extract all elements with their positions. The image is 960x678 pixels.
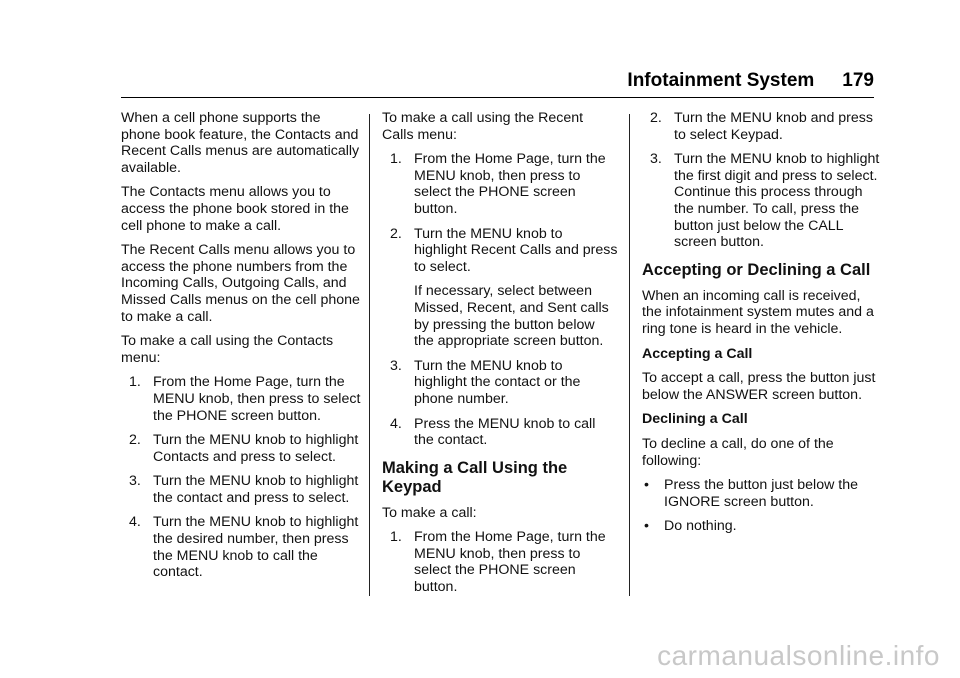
recent-calls-steps-list-cont [382,358,618,449]
list-item [642,477,882,510]
subheading: Accepting a Call [642,345,753,362]
paragraph: When a cell phone supports the phone book feature, the Contacts and Recent Calls menus are automatically available. [121,110,360,176]
bullet-mark: • [644,477,649,494]
list-item [382,416,618,449]
step-text: Turn the MENU knob and press to select Keypad. [674,110,873,143]
bullet-text: Press the button just below the IGNORE screen button. [664,477,859,510]
list-item [382,151,618,217]
step-text: Turn the MENU knob to highlight Contacts and press to select. [153,432,359,465]
header-rule [121,97,874,98]
column-3 [642,110,882,543]
list-item [382,358,618,408]
step-text: From the Home Page, turn the MENU knob, then press to select the PHONE screen button. [153,374,361,424]
recent-calls-steps-list [382,151,618,275]
step-number: 4. [390,415,402,432]
step-text: From the Home Page, turn the MENU knob, then press to select the PHONE screen button. [414,151,606,217]
contacts-steps-list [121,374,361,581]
subheading: Declining a Call [642,411,748,428]
keypad-steps-list [382,529,618,595]
paragraph: To make a call using the Recent Calls menu: [382,110,584,143]
list-item [121,514,361,580]
list-item [121,374,361,424]
step-continuation: If necessary, select between Missed, Recent, and Sent calls by pressing the button below the appropriate screen button. [414,283,609,350]
list-item [121,432,361,465]
list-item [642,151,882,251]
step-text: Turn the MENU knob to highlight the contact and press to select. [153,473,359,506]
list-item [382,529,618,595]
column-1 [121,110,361,589]
page-header [554,70,874,92]
paragraph: To decline a call, do one of the following: [642,435,834,469]
paragraph: When an incoming call is received, the infotainment system mutes and a ring tone is heard in the vehicle. [642,287,874,337]
keypad-steps-list-cont [642,110,882,251]
step-number: 2. [650,110,662,126]
step-number: 3. [129,473,141,490]
paragraph: To make a call: [382,504,477,521]
step-text: Turn the MENU knob to highlight the contact or the phone number. [414,357,581,407]
list-item [382,226,618,276]
step-number: 1. [390,151,402,168]
bullet-mark: • [644,518,649,535]
step-number: 2. [129,432,141,449]
list-item [642,518,882,535]
step-number: 2. [390,225,402,242]
section-heading: Accepting or Declining a Call [642,260,871,279]
step-number: 4. [129,514,141,531]
step-number: 3. [390,357,402,374]
paragraph: To accept a call, press the button just below the ANSWER screen button. [642,370,876,403]
column-2 [382,110,618,604]
list-item [642,110,882,143]
step-text: Turn the MENU knob to highlight Recent Calls and press to select. [414,225,618,275]
step-text: Turn the MENU knob to highlight the first digit and press to select. Continue this process through the number. To call, press the button just below the CALL screen button. [674,151,880,251]
section-heading: Making a Call Using the Keypad [382,458,568,496]
step-text: Press the MENU knob to call the contact. [414,415,596,449]
decline-options-list [642,477,882,535]
list-item [121,473,361,506]
bullet-text: Do nothing. [664,518,737,535]
column-divider [369,114,370,596]
column-divider [629,114,630,596]
section-title: Infotainment System [627,70,815,91]
step-number: 1. [390,529,402,546]
step-text: From the Home Page, turn the MENU knob, then press to select the PHONE screen button. [414,529,606,596]
page-number: 179 [842,70,874,91]
step-text: Turn the MENU knob to highlight the desired number, then press the MENU knob to call the contact. [153,514,359,581]
paragraph: To make a call using the Contacts menu: [121,333,334,366]
watermark: carmanualsonline.info [657,640,940,671]
paragraph: The Contacts menu allows you to access the phone book stored in the cell phone to make a call. [121,184,349,234]
step-number: 3. [650,151,662,168]
step-number: 1. [129,374,141,391]
paragraph: The Recent Calls menu allows you to access the phone numbers from the Incoming Calls, Outgoing Calls, and Missed Calls menus on the cell phone to make a call. [121,242,360,325]
